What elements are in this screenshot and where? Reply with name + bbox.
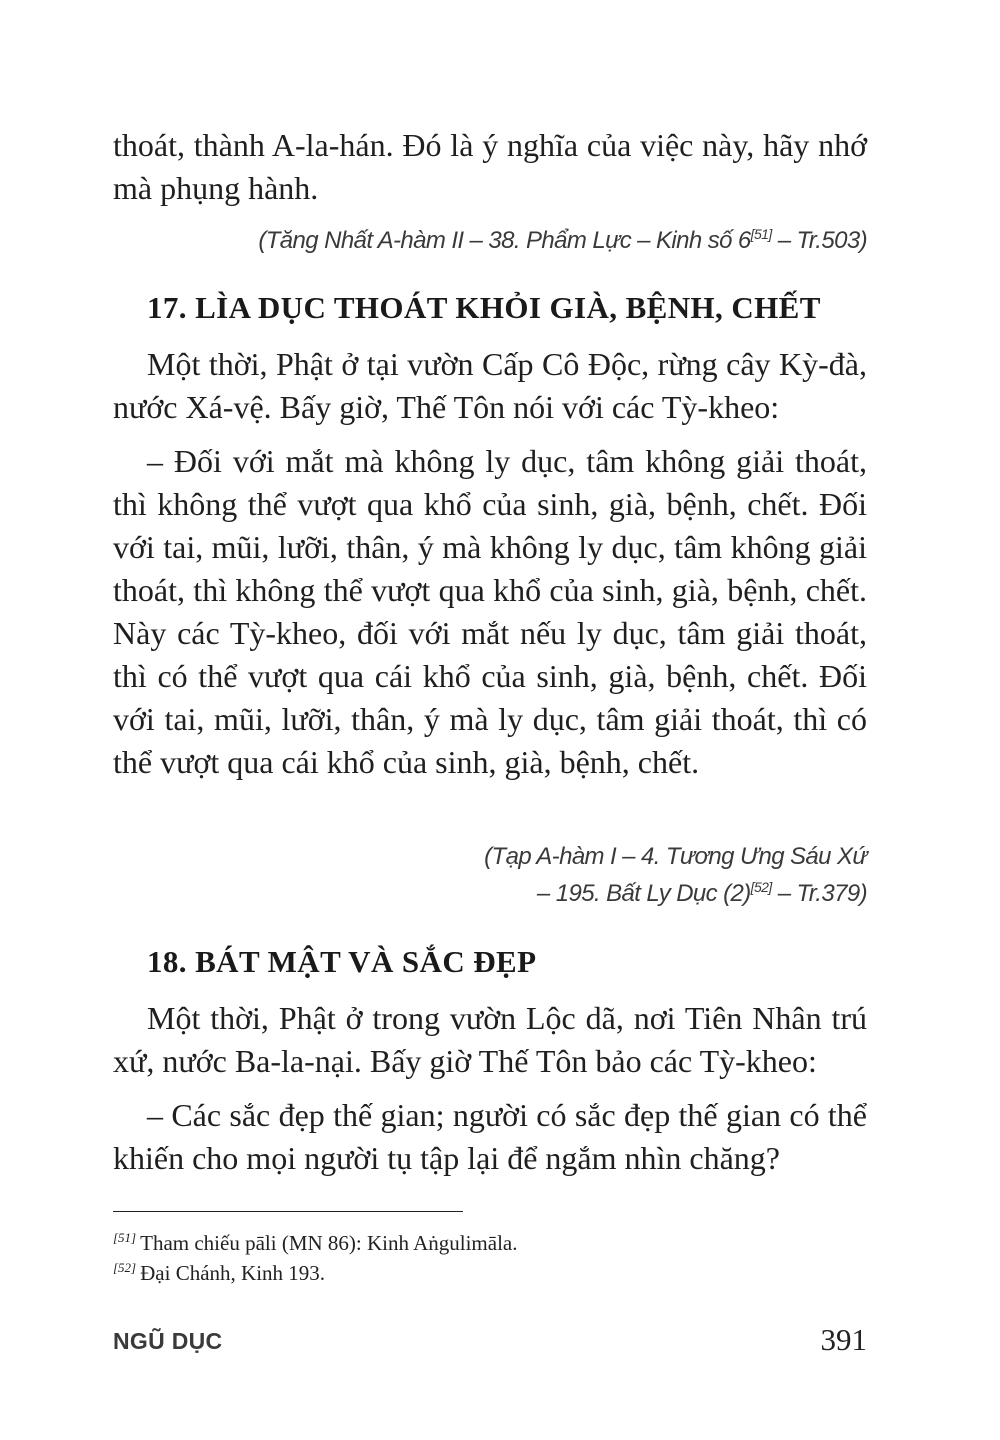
section-17-paragraph-2: – Đối với mắt mà không ly dục, tâm không giải thoát, thì không thể vượt qua khổ của sinh, già, bệnh, chết. Đối với tai, mũi, lưỡi, thân, ý mà không ly dục, tâm không giải thoát, thì không thể vượt qua khổ của sinh, già, bệnh, chết. Này các Tỳ-kheo, đối với mắt nếu ly dục, tâm giải thoát, thì có thể vượt qua cái khổ của sinh, già, bệnh, chết. Đối với tai, mũi, lưỡi, thân, ý mà ly dục, tâm giải thoát, thì có thể vượt qua cái khổ của sinh, già, bệnh, chết. [113, 443, 867, 780]
continuation-block [113, 124, 867, 210]
section-18-paragraph-2: – Các sắc đẹp thế gian; người có sắc đẹp thế gian có thể khiến cho mọi người tụ tập lại để ngắm nhìn chăng? [113, 1097, 867, 1176]
footnote-divider [113, 1211, 463, 1212]
citation-1 [113, 222, 867, 259]
section-18-speech [113, 1094, 867, 1180]
section-18-body [113, 997, 867, 1083]
footnote-51 [113, 1228, 867, 1258]
citation-2-tail: – Tr.379) [771, 880, 867, 907]
citation-block-2 [113, 838, 867, 912]
book-page [113, 0, 867, 1440]
section-18-heading: 18. BÁT MẬT VÀ SẮC ĐẸP [147, 944, 537, 979]
citation-2-line-1: (Tạp A-hàm I – 4. Tương Ưng Sáu Xứ [484, 843, 867, 870]
footnote-51-text: Tham chiếu pāli (MN 86): Kinh Aṅgulimāla. [140, 1231, 518, 1255]
section-18-paragraph-1: Một thời, Phật ở trong vườn Lộc dã, nơi Tiên Nhân trú xứ, nước Ba-la-nại. Bấy giờ Thế Tôn bảo các Tỳ-kheo: [113, 1000, 867, 1079]
citation-block-1 [113, 222, 867, 259]
running-title: NGŨ DỤC [113, 1328, 223, 1354]
citation-1-text: (Tăng Nhất A-hàm II – 38. Phẩm Lực – Kinh số 6 [258, 227, 751, 254]
footnote-52-mark: [52] [113, 1260, 137, 1275]
citation-2-footnote-ref[interactable]: [52] [750, 879, 772, 895]
section-17-paragraph-1: Một thời, Phật ở tại vườn Cấp Cô Độc, rừng cây Kỳ-đà, nước Xá-vệ. Bấy giờ, Thế Tôn nói với các Tỳ-kheo: [113, 346, 867, 425]
citation-2-text: – 195. Bất Ly Dục (2) [536, 880, 751, 907]
footnote-52 [113, 1258, 867, 1288]
section-17-body [113, 343, 867, 429]
section-17-heading: 17. LÌA DỤC THOÁT KHỎI GIÀ, BỆNH, CHẾT [147, 290, 821, 325]
citation-1-footnote-ref[interactable]: [51] [750, 226, 772, 242]
footnote-51-mark: [51] [113, 1230, 137, 1245]
section-18 [113, 942, 867, 982]
page-number: 391 [820, 1322, 867, 1357]
footnotes [113, 1228, 867, 1288]
citation-2-line-2 [113, 875, 867, 912]
section-17-speech [113, 440, 867, 784]
section-17 [113, 288, 867, 328]
continuation-paragraph: thoát, thành A-la-hán. Đó là ý nghĩa của việc này, hãy nhớ mà phụng hành. [113, 127, 867, 206]
footnote-52-text: Đại Chánh, Kinh 193. [140, 1261, 326, 1285]
citation-1-tail: – Tr.503) [771, 227, 867, 254]
